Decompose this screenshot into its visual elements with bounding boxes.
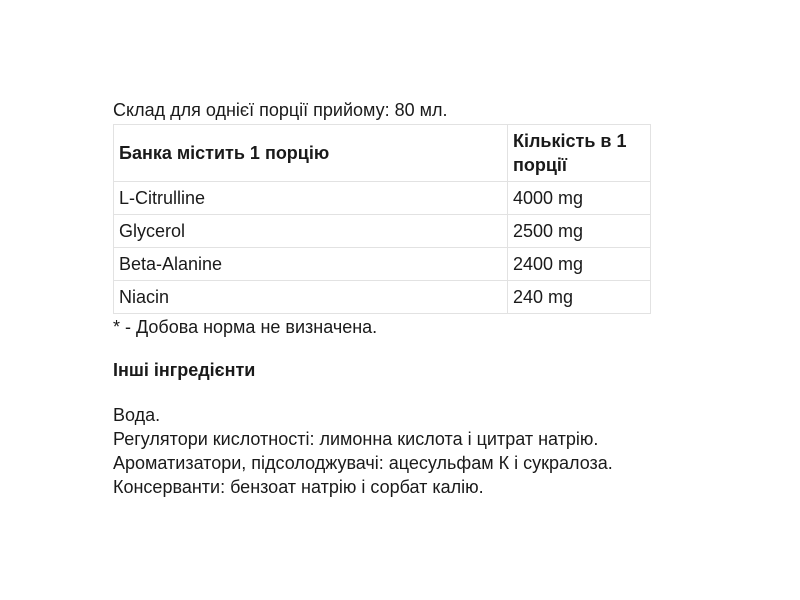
- ingredient-name: Glycerol: [114, 215, 508, 248]
- ingredient-line: Консерванти: бензоат натрію і сорбат калію.: [113, 477, 484, 497]
- header-ingredient: Банка містить 1 порцію: [114, 125, 508, 182]
- header-amount: Кількість в 1 порції: [508, 125, 651, 182]
- ingredient-amount: 4000 mg: [508, 182, 651, 215]
- ingredient-name: L-Citrulline: [114, 182, 508, 215]
- serving-intro: Склад для однієї порції прийому: 80 мл.: [113, 100, 448, 120]
- ingredient-amount: 240 mg: [508, 281, 651, 314]
- ingredient-amount: 2400 mg: [508, 248, 651, 281]
- composition-table: [113, 124, 651, 314]
- table-row: [114, 215, 651, 248]
- other-ingredients-list: [113, 403, 713, 499]
- ingredient-amount: 2500 mg: [508, 215, 651, 248]
- ingredient-line: Ароматизатори, підсолоджувачі: ацесульфам К і сукралоза.: [113, 453, 613, 473]
- other-ingredients-heading: Інші інгредієнти: [113, 360, 256, 380]
- table-row: [114, 281, 651, 314]
- table-row: [114, 248, 651, 281]
- table-row: [114, 182, 651, 215]
- ingredient-line: Регулятори кислотності: лимонна кислота і цитрат натрію.: [113, 429, 599, 449]
- product-composition: [113, 98, 713, 499]
- ingredient-line: Вода.: [113, 405, 161, 425]
- ingredient-name: Niacin: [114, 281, 508, 314]
- table-header-row: [114, 125, 651, 182]
- ingredient-name: Beta-Alanine: [114, 248, 508, 281]
- daily-value-footnote: * - Добова норма не визначена.: [113, 317, 378, 337]
